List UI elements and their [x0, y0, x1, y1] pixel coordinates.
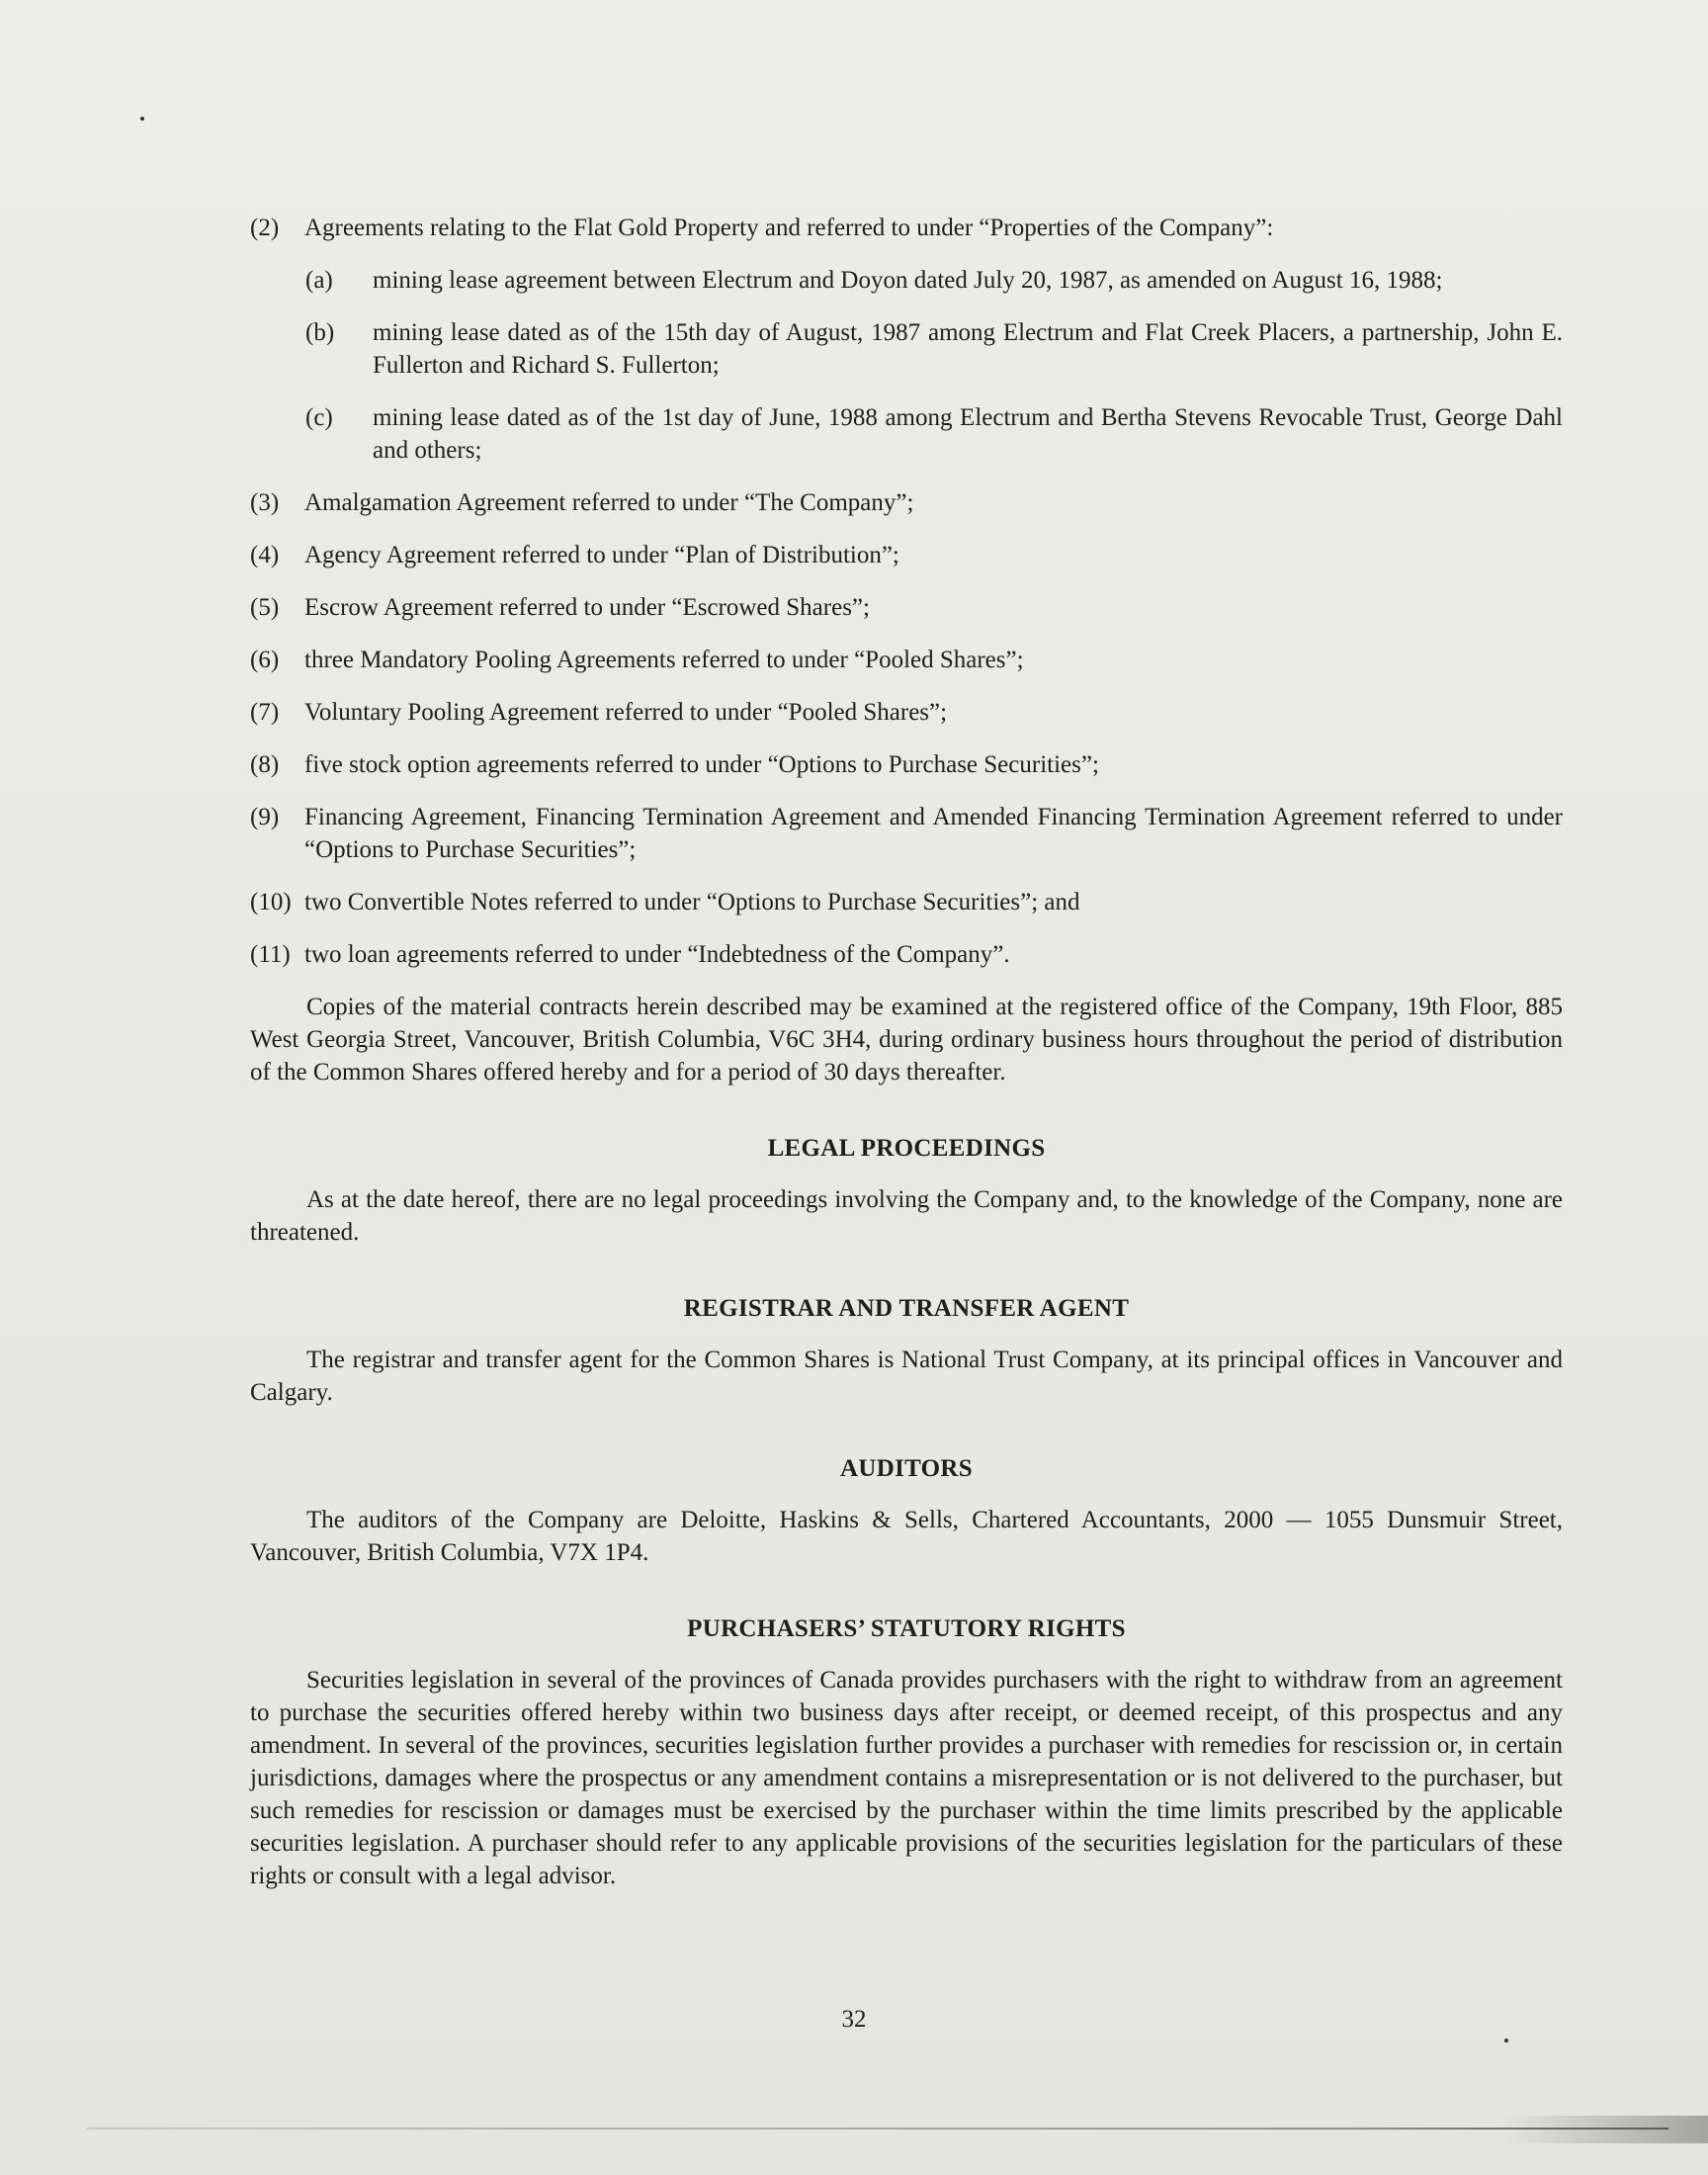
sub-list-item [250, 316, 1563, 382]
item-text: Amalgamation Agreement referred to under “The Company”; [304, 489, 914, 516]
sub-list-item [250, 401, 1563, 467]
item-number: (7) [250, 699, 280, 726]
list-item [250, 591, 1563, 624]
list-item [250, 801, 1563, 866]
list-item [250, 486, 1563, 519]
item-text: Agreements relating to the Flat Gold Property and referred to under “Properties of the Company”: [304, 215, 1274, 241]
item-text: Agency Agreement referred to under “Plan of Distribution”; [304, 542, 899, 568]
item-text: two loan agreements referred to under “Indebtedness of the Company”. [304, 941, 1010, 968]
item-number: (4) [250, 542, 280, 568]
page-number: 32 [841, 2006, 867, 2033]
sub-item-letter: (a) [305, 267, 333, 294]
item-text: five stock option agreements referred to under “Options to Purchase Securities”; [304, 751, 1099, 778]
item-text: Escrow Agreement referred to under “Escrowed Shares”; [304, 594, 870, 621]
item-text: Voluntary Pooling Agreement referred to under “Pooled Shares”; [304, 699, 948, 726]
item-number: (6) [250, 647, 280, 673]
item-number: (2) [250, 215, 280, 241]
scan-bottom-edge-line [87, 2128, 1668, 2130]
registrar-paragraph: The registrar and transfer agent for the Common Shares is National Trust Company, at its principal offices in Vancouver and Calgary. [250, 1347, 1563, 1406]
legal-proceedings-heading: LEGAL PROCEEDINGS [767, 1135, 1046, 1162]
item-number: (9) [250, 804, 280, 830]
scan-speck [140, 117, 144, 121]
material-contracts-paragraph: Copies of the material contracts herein described may be examined at the registered office of the Company, 19th Floor, 885 West Georgia Street, Vancouver, British Columbia, V6C 3H4, during ordinary business hours throughout the period of distribution of the Common Shares offered hereby and for a period of 30 days thereafter. [250, 994, 1563, 1086]
item-text: two Convertible Notes referred to under “Options to Purchase Securities”; and [304, 889, 1080, 915]
list-item [250, 539, 1563, 571]
list-item [250, 886, 1563, 918]
sub-item-text: mining lease dated as of the 1st day of June, 1988 among Electrum and Bertha Stevens Revocable Trust, George Dahl and others; [373, 404, 1563, 464]
list-item [250, 212, 1563, 244]
sub-list-item [250, 264, 1563, 297]
item-number: (5) [250, 594, 280, 621]
list-item [250, 644, 1563, 676]
item-number: (10) [250, 889, 292, 915]
sub-item-letter: (b) [305, 319, 335, 346]
scan-speck [1504, 2039, 1508, 2043]
auditors-heading: AUDITORS [840, 1455, 973, 1482]
item-text: Financing Agreement, Financing Termination Agreement and Amended Financing Termination Agreement referred to under “Options to Purchase Securities”; [304, 804, 1563, 863]
registrar-heading: REGISTRAR AND TRANSFER AGENT [683, 1295, 1130, 1322]
sub-item-text: mining lease agreement between Electrum and Doyon dated July 20, 1987, as amended on August 16, 1988; [373, 267, 1443, 294]
item-number: (8) [250, 751, 280, 778]
statutory-rights-heading: PURCHASERS’ STATUTORY RIGHTS [687, 1615, 1126, 1642]
scan-bottom-shadow [1502, 2116, 1708, 2143]
sub-item-text: mining lease dated as of the 15th day of August, 1987 among Electrum and Flat Creek Placers, a partnership, John E. Fullerton and Richard S. Fullerton; [373, 319, 1563, 379]
item-number: (11) [250, 941, 291, 968]
item-number: (3) [250, 489, 280, 516]
sub-item-letter: (c) [305, 404, 333, 431]
list-item [250, 696, 1563, 729]
item-text: three Mandatory Pooling Agreements referred to under “Pooled Shares”; [304, 647, 1024, 673]
auditors-paragraph: The auditors of the Company are Deloitte, Haskins & Sells, Chartered Accountants, 2000 — 1055 Dunsmuir Street, Vancouver, British Columbia, V7X 1P4. [250, 1507, 1563, 1566]
list-item [250, 748, 1563, 781]
statutory-rights-paragraph: Securities legislation in several of the provinces of Canada provides purchasers with the right to withdraw from an agreement to purchase the securities offered hereby within two business days after receipt, or deemed receipt, of this prospectus and any amendment. In several of the provinces, securities legislation further provides a purchaser with remedies for rescission or, in certain jurisdictions, damages where the prospectus or any amendment contains a misrepresentation or is not delivered to the purchaser, but such remedies for rescission or damages must be exercised by the purchaser within the time limits prescribed by the applicable securities legislation. A purchaser should refer to any applicable provisions of the securities legislation for the particulars of these rights or consult with a legal advisor. [250, 1667, 1563, 1889]
page-content [250, 212, 1563, 1912]
legal-proceedings-paragraph: As at the date hereof, there are no legal proceedings involving the Company and, to the knowledge of the Company, none are threatened. [250, 1186, 1563, 1246]
list-item [250, 938, 1563, 971]
